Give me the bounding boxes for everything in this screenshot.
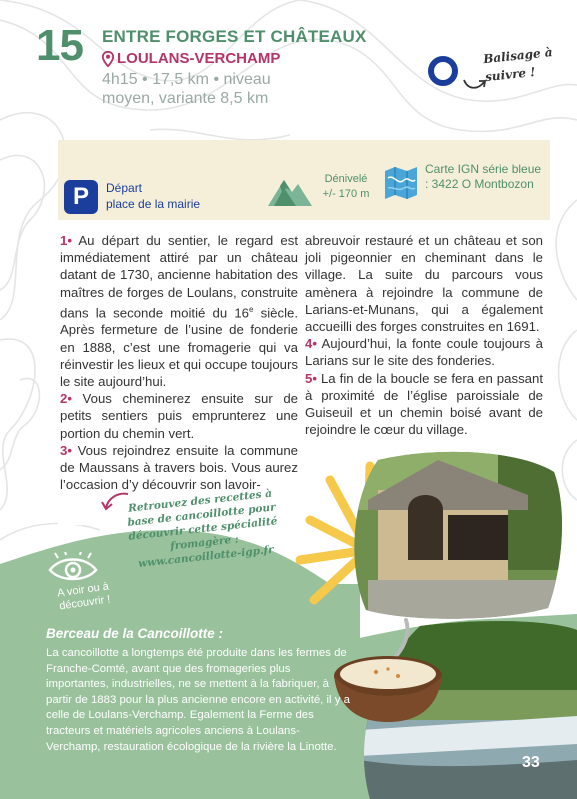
- step-number: 3•: [60, 442, 72, 458]
- discover-body: La cancoillotte a longtemps été produite dans les fermes de Franche-Comté, avant que des fromageries plus importantes, industrielles, ne se mettent à la fabriquer, à partir de 1883 pour la plus ancienne encore en activité, il y a celle de Loulans-Verchamp. Egalement la Ferme des tracteurs et matériels agricoles anciens à Loulans-Verchamp, restauration écologique de la rivière la Linotte.: [46, 647, 350, 753]
- depart-label: Départ: [106, 181, 143, 195]
- lavoir-photo: [348, 450, 564, 620]
- page-number: 33: [522, 754, 540, 771]
- curved-arrow-icon: [462, 74, 488, 94]
- hike-location: LOULANS-VERCHAMP: [117, 50, 281, 67]
- hike-number: 15: [36, 21, 83, 70]
- step-number: 5•: [305, 370, 317, 386]
- elevation-value: +/- 170 m: [322, 188, 370, 200]
- balisage-marker: [418, 46, 558, 106]
- elevation-info: [318, 172, 374, 202]
- step-3-text: Vous rejoindrez ensuite la commune de Maussans à travers bois. Vous aurez l’occasion d’y découvrir son lavoir-: [60, 442, 298, 493]
- depart-place: place de la mairie: [106, 197, 201, 211]
- step-2: 2• Vous cheminerez ensuite sur de petits sentiers puis emprunterez une portion du chemin vert.: [60, 391, 298, 441]
- step-4: 4• Aujourd’hui, la fonte coule toujours à Larians sur le site des fonderies.: [305, 336, 543, 369]
- hike-specs: 4h15 • 17,5 km • niveau moyen, variante 8,5 km: [102, 71, 271, 107]
- balisage-text: Balisage à suivre !: [482, 44, 554, 85]
- elevation-label: Dénivelé: [324, 173, 368, 185]
- recipe-note: Retrouvez des recettes à base de cancoillotte pour découvrir cette spécialité fromagère : www.cancoillotte-igp.fr: [126, 487, 279, 570]
- location-row: [102, 50, 280, 67]
- step-3-continued: abreuvoir restauré et un château et son joli pigeonnier en cheminant dans le village. La suite du parcours vous amènera à rejoindre la commune de Larians-et-Munans, qui a également accueilli des forges construites en 1691.: [305, 233, 543, 335]
- parking-icon: P: [64, 180, 98, 214]
- steps-column-left: [60, 232, 298, 493]
- step-5: 5• La fin de la boucle se fera en passant à proximité de l’église paroissiale de Guiseuil et un chemin boisé avant de rejoindre le cœur du village.: [305, 370, 543, 438]
- step-number: 1•: [60, 233, 72, 248]
- depart-info: [106, 180, 200, 212]
- hike-title: ENTRE FORGES ET CHÂTEAUX: [102, 27, 367, 46]
- trail-marker-ring-icon: [428, 56, 458, 86]
- step-number: 2•: [60, 391, 72, 407]
- step-1: 1• Au départ du sentier, le regard est immédiatement attiré par un château datant de 1730, ancienne habitation des maîtres de forges de Loulans, construite dans la seconde moitié du 16e siècle. Après fermeture de l’usine de fonderie en 1888, c’est une fromagerie qui va réinvestir les lieux et qui occupe toujours le site aujourd’hui.: [60, 233, 299, 390]
- steps-column-right: [305, 232, 543, 438]
- discover-title: Berceau de la Cancoillotte :: [46, 626, 224, 641]
- step-number: 4•: [305, 336, 317, 352]
- ign-map-reference: Carte IGN série bleue : 3422 O Montbozon: [425, 162, 542, 191]
- mountain-icon: [268, 172, 312, 206]
- folded-map-icon: [384, 166, 418, 200]
- map-pin-icon: [102, 51, 114, 67]
- discover-label: A voir ou à découvrir !: [56, 580, 112, 613]
- eye-icon: [48, 552, 98, 586]
- step-3: [60, 442, 298, 494]
